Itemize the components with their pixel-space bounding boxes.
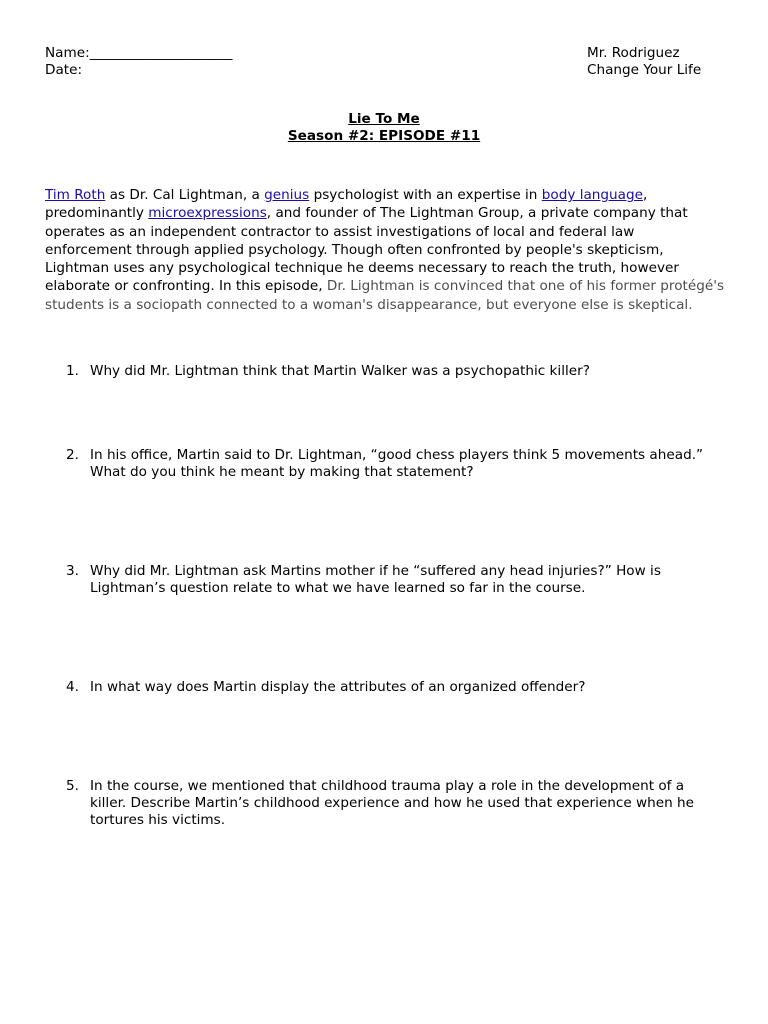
teacher-name: Mr. Rodriguez [587, 45, 680, 61]
intro-text-3: , predominantly [45, 187, 648, 222]
question-number: 1. [66, 363, 79, 379]
question-text: In his office, Martin said to Dr. Lightman, “good chess players think 5 movements ahead.” What do you think he meant by making that statement? [90, 447, 704, 480]
question-number: 2. [66, 447, 79, 463]
episode-title: Season #2: EPISODE #11 [287, 128, 481, 144]
intro-text-4: , and founder of The Lightman Group, a private company that operates as an independent contractor to assist investigations of local and federal law enforcement through applied psychology. Though often confronted by people's skepticism, Lightman uses any psychological technique he deems necessary to reach the truth, however elaborate or confronting. In this episode, [45, 205, 688, 295]
date-field-label: Date: [45, 62, 83, 78]
student-info [45, 45, 232, 79]
tim-roth-link[interactable]: Tim Roth [45, 187, 106, 203]
microexpressions-link[interactable]: microexpressions [148, 205, 267, 222]
name-field-label: Name:_____________________ [45, 45, 233, 61]
teacher-info [587, 45, 701, 79]
question-number: 5. [66, 778, 79, 794]
body-language-link[interactable]: body language [541, 187, 643, 203]
course-name: Change Your Life [587, 62, 702, 78]
question-text: Why did Mr. Lightman ask Martins mother if he “suffered any head injuries?” How is Lightman’s question relate to what we have learned so far in the course. [90, 563, 661, 596]
genius-link[interactable]: genius [264, 187, 310, 203]
question-text: In what way does Martin display the attributes of an organized offender? [90, 679, 586, 695]
question-text: In the course, we mentioned that childhood trauma play a role in the development of a killer. Describe Martin’s childhood experience and how he used that experience when he tortures his victims. [90, 778, 695, 828]
question-text: Why did Mr. Lightman think that Martin Walker was a psychopathic killer? [90, 363, 590, 379]
intro-paragraph [45, 186, 725, 314]
intro-text-1: as Dr. Cal Lightman, a [105, 187, 265, 203]
worksheet-title [0, 111, 768, 145]
intro-text-2: psychologist with an expertise in [309, 187, 542, 203]
episode-summary: Dr. Lightman is convinced that one of his former protégé's students is a sociopath connected to a woman's disappearance, but everyone else is skeptical. [45, 278, 725, 313]
question-number: 3. [66, 563, 79, 579]
show-title: Lie To Me [348, 111, 420, 127]
question-number: 4. [66, 679, 79, 695]
